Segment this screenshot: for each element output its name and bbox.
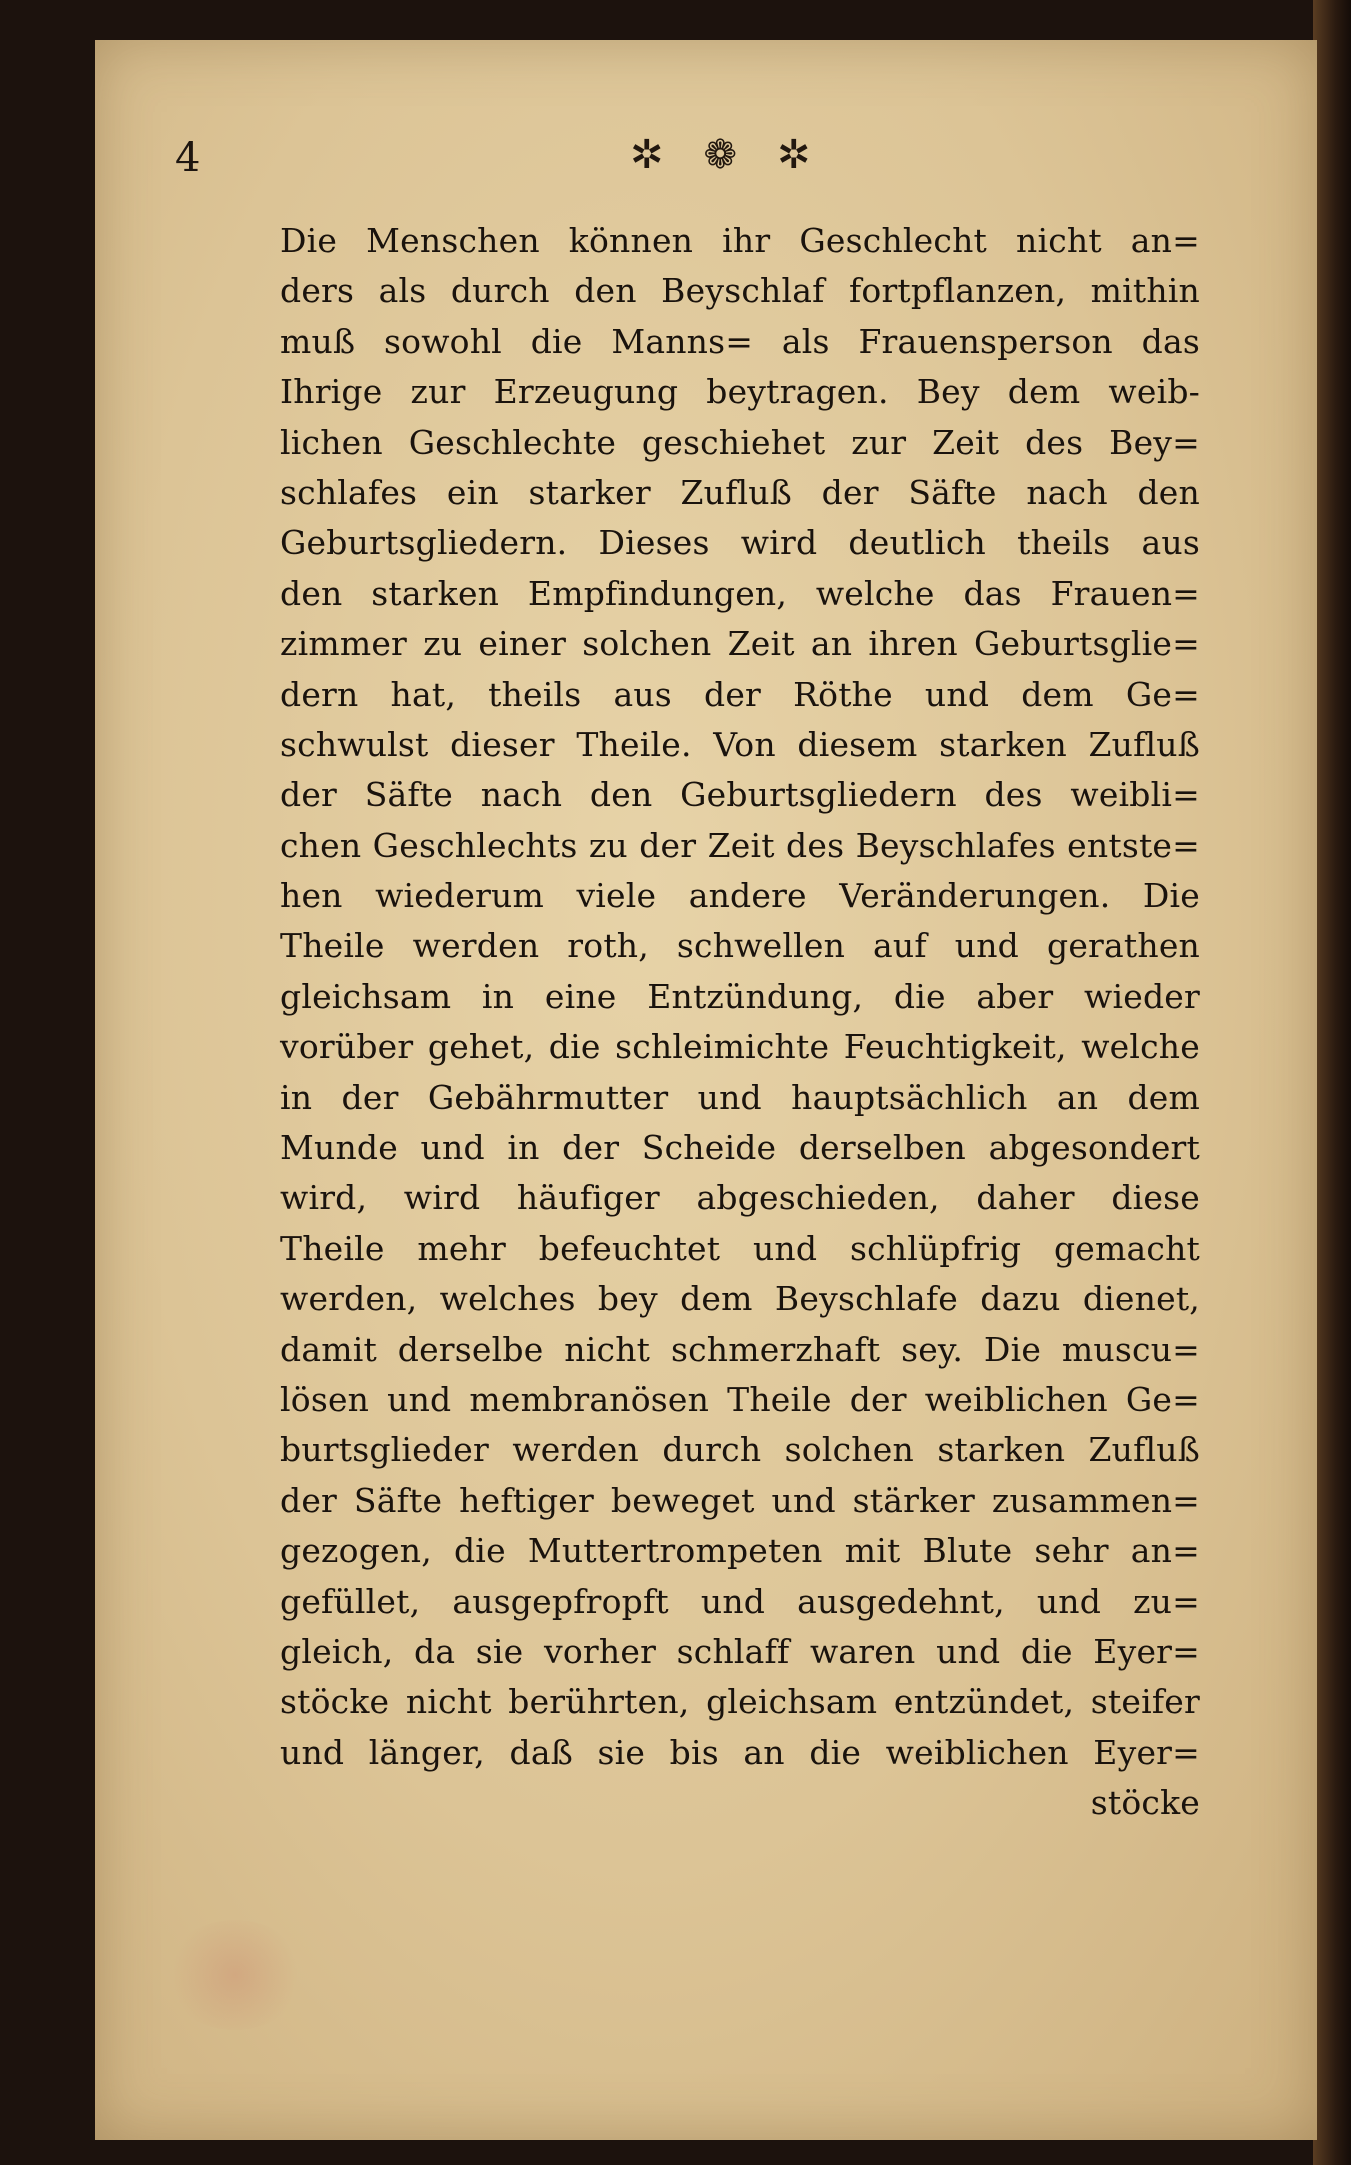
text-line: der Säfte nach den Geburtsgliedern des weibli= xyxy=(280,775,1200,815)
body-text xyxy=(280,216,1200,1829)
book-binding-edge xyxy=(1313,0,1351,2165)
text-line: vorüber gehet, die schleimichte Feuchtigkeit, welche xyxy=(280,1027,1200,1067)
text-line: ders als durch den Beyschlaf fortpflanzen, mithin xyxy=(280,271,1200,311)
text-line: burtsglieder werden durch solchen starken Zufluß xyxy=(280,1430,1200,1470)
text-line: Geburtsgliedern. Dieses wird deutlich theils aus xyxy=(280,523,1200,563)
page-number: 4 xyxy=(175,135,201,181)
text-line: Theile mehr befeuchtet und schlüpfrig gemacht xyxy=(280,1228,1200,1268)
text-line: werden, welches bey dem Beyschlafe dazu dienet, xyxy=(280,1279,1200,1319)
text-line: dern hat, theils aus der Röthe und dem Ge= xyxy=(280,674,1200,714)
text-line: gefüllet, ausgepfropft und ausgedehnt, und zu= xyxy=(280,1581,1200,1621)
header-ornament xyxy=(630,132,811,178)
text-line: gleichsam in eine Entzündung, die aber wieder xyxy=(280,976,1200,1016)
text-line: den starken Empfindungen, welche das Frauen= xyxy=(280,573,1200,613)
text-line: gezogen, die Muttertrompeten mit Blute sehr an= xyxy=(280,1531,1200,1571)
text-line: Die Menschen können ihr Geschlecht nicht an= xyxy=(280,221,1200,260)
text-line: wird, wird häufiger abgeschieden, daher diese xyxy=(280,1178,1200,1218)
text-line: Theile werden roth, schwellen auf und gerathen xyxy=(280,926,1200,966)
text-line: schlafes ein starker Zufluß der Säfte nach den xyxy=(280,472,1200,512)
text-line: muß sowohl die Manns= als Frauensperson das xyxy=(280,321,1200,361)
text-line: und länger, daß sie bis an die weiblichen Eyer= xyxy=(280,1732,1200,1772)
text-line: lichen Geschlechte geschiehet zur Zeit des Bey= xyxy=(280,422,1200,462)
text-line: Munde und in der Scheide derselben abgesondert xyxy=(280,1128,1200,1168)
text-line: Ihrige zur Erzeugung beytragen. Bey dem weib- xyxy=(280,372,1200,412)
catchword: stöcke xyxy=(1090,1783,1200,1823)
text-line: der Säfte heftiger beweget und stärker zusammen= xyxy=(280,1480,1200,1520)
text-line: lösen und membranösen Theile der weiblichen Ge= xyxy=(280,1379,1200,1419)
star-ornament-icon: ✲ xyxy=(777,132,811,178)
star-ornament-icon: ✲ xyxy=(630,132,664,178)
text-line: hen wiederum viele andere Veränderungen. Die xyxy=(280,876,1200,916)
text-line: damit derselbe nicht schmerzhaft sey. Die muscu= xyxy=(280,1329,1200,1369)
text-line: gleich, da sie vorher schlaff waren und die Eyer= xyxy=(280,1631,1200,1671)
text-line: stöcke nicht berührten, gleichsam entzündet, steifer xyxy=(280,1682,1200,1722)
text-line: schwulst dieser Theile. Von diesem starken Zufluß xyxy=(280,724,1200,764)
flower-ornament-icon: ❁ xyxy=(703,132,738,178)
text-line: in der Gebährmutter und hauptsächlich an dem xyxy=(280,1077,1200,1117)
text-line: zimmer zu einer solchen Zeit an ihren Geburtsglie= xyxy=(280,624,1200,664)
text-line: chen Geschlechts zu der Zeit des Beyschlafes entste= xyxy=(280,825,1200,865)
